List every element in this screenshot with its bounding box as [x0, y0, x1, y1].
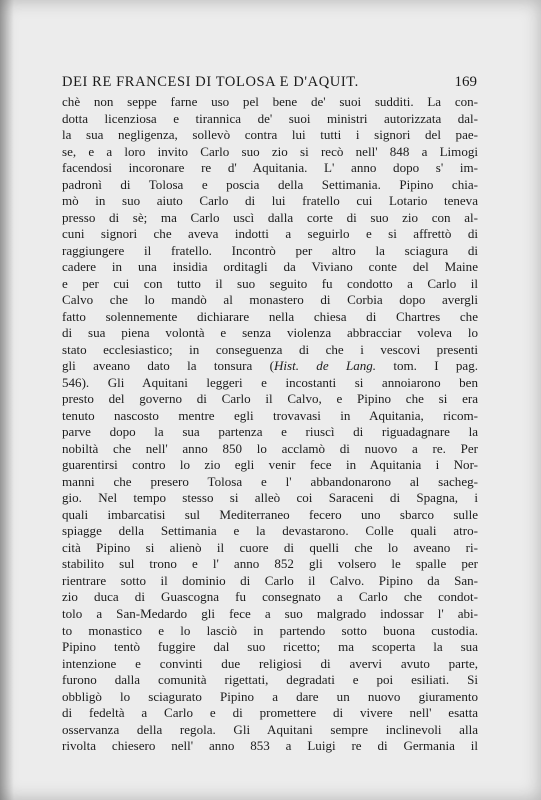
text-line: Pipino tentò fuggire dal suo ricetto; ma scoperta la sua	[62, 639, 478, 655]
text-line: chè non seppe farne uso pel bene de' suoi sudditi. La con-	[62, 94, 478, 109]
text-line: facendosi incoronare re d' Aquitania. L' anno dopo s' im-	[62, 160, 478, 176]
text-line: e per cui con tutto il suo seguito fu condotto a Carlo il	[62, 275, 478, 291]
text-line: stabilito sul trono e l' anno 852 gli volsero le spalle per	[62, 556, 478, 572]
text-line: gio. Nel tempo stesso si alleò coi Saraceni di Spagna, i	[62, 490, 478, 506]
text-line: raggiungere il fratello. Incontrò per altro la sciagura di	[62, 242, 478, 258]
text-line: tenuto nascosto mentre egli trovavasi in Aquitania, ricom-	[62, 407, 478, 423]
text-line: osservanza della regola. Gli Aquitani sempre inclinevoli alla	[62, 721, 478, 737]
text-line: di fedeltà a Carlo e di promettere di vivere nell' esatta	[62, 705, 478, 721]
body-text	[62, 94, 478, 755]
text-line: fatto solennemente dichiarare nella chiesa di Chartres che	[62, 308, 478, 324]
text-line: rientrare sotto il dominio di Carlo il Calvo. Pipino da San-	[62, 572, 478, 588]
text-line: parve dopo la sua partenza e riuscì di riguadagnare la	[62, 424, 478, 440]
text-line: presso di sè; ma Carlo uscì dalla corte di suo zio con al-	[62, 209, 478, 225]
text-line: cadere in una insidia orditagli da Viviano conte del Maine	[62, 259, 478, 275]
text-line: se, e a loro invito Carlo suo zio si recò nell' 848 a Limogi	[62, 143, 478, 159]
text-line: nobiltà che nell' anno 850 lo acclamò di nuovo a re. Per	[62, 440, 478, 456]
page-number: 169	[454, 74, 477, 90]
text-line: cuni signori che aveva indotti a seguirlo e si affrettò di	[62, 226, 478, 242]
text-line: guarentirsi contro lo zio egli venir fece in Aquitania i Nor-	[62, 457, 478, 473]
citation-italic: Hist. de Lang.	[273, 358, 377, 374]
text-line: stato ecclesiastico; in conseguenza di che i vescovi presenti	[62, 341, 478, 357]
text-line: Calvo che lo mandò al monastero di Corbia dopo avergli	[62, 292, 478, 308]
text-line: furono dalla comunità rigettati, degradati e poi esiliati. Si	[62, 672, 478, 688]
text-line: spiagge della Settimania e la devastarono. Colle quali atro-	[62, 523, 478, 539]
text-line: obbligò lo sciagurato Pipino a dare un nuovo giuramento	[62, 688, 478, 704]
text-line: cità Pipino si alienò il cuore di quelli che lo aveano ri-	[62, 539, 478, 555]
text-line: la sua negligenza, sollevò contra lui tutti i signori del pae-	[62, 127, 478, 143]
text-line: manni che presero Tolosa e l' abbandonarono al sacheg-	[62, 473, 478, 489]
text-line: zio duca di Guascogna fu consegnato a Carlo che condot-	[62, 589, 478, 605]
text-line: to monastico e lo lasciò in partendo sotto buona custodia.	[62, 622, 478, 638]
text-line: tolo a San-Medardo gli fece a suo malgrado indossar l' abi-	[62, 605, 478, 621]
text-line: 546). Gli Aquitani leggeri e incostanti si annoiarono ben	[62, 374, 478, 390]
text-line: mò in suo aiuto Carlo di lui fratello cui Lotario teneva	[62, 193, 478, 209]
text-line: dotta licenziosa e tirannica de' suoi ministri autorizzata dal-	[62, 110, 478, 126]
text-line: intenzione e convinti due religiosi di avervi avuto parte,	[62, 655, 478, 671]
page-header	[62, 74, 477, 94]
text-line: padronì di Tolosa e poscia della Settimania. Pipino chia-	[62, 176, 478, 192]
running-title: DEI RE FRANCESI DI TOLOSA E D'AQUIT.	[62, 74, 359, 90]
text-line: quali imbarcatisi sul Mediterraneo fecero uno sbarco sulle	[62, 506, 478, 522]
text-line: gli aveano dato la tonsura (Hist. de Lang. tom. I pag.	[62, 358, 479, 374]
text-line: presto del governo di Carlo il Calvo, e Pipino che si era	[62, 391, 478, 407]
text-line: rivolta chiesero nell' anno 853 a Luigi re di Germania il	[62, 738, 478, 754]
page-gutter-shadow	[0, 0, 14, 800]
text-line: di sua piena volontà e senza violenza abbracciar voleva lo	[62, 325, 478, 341]
